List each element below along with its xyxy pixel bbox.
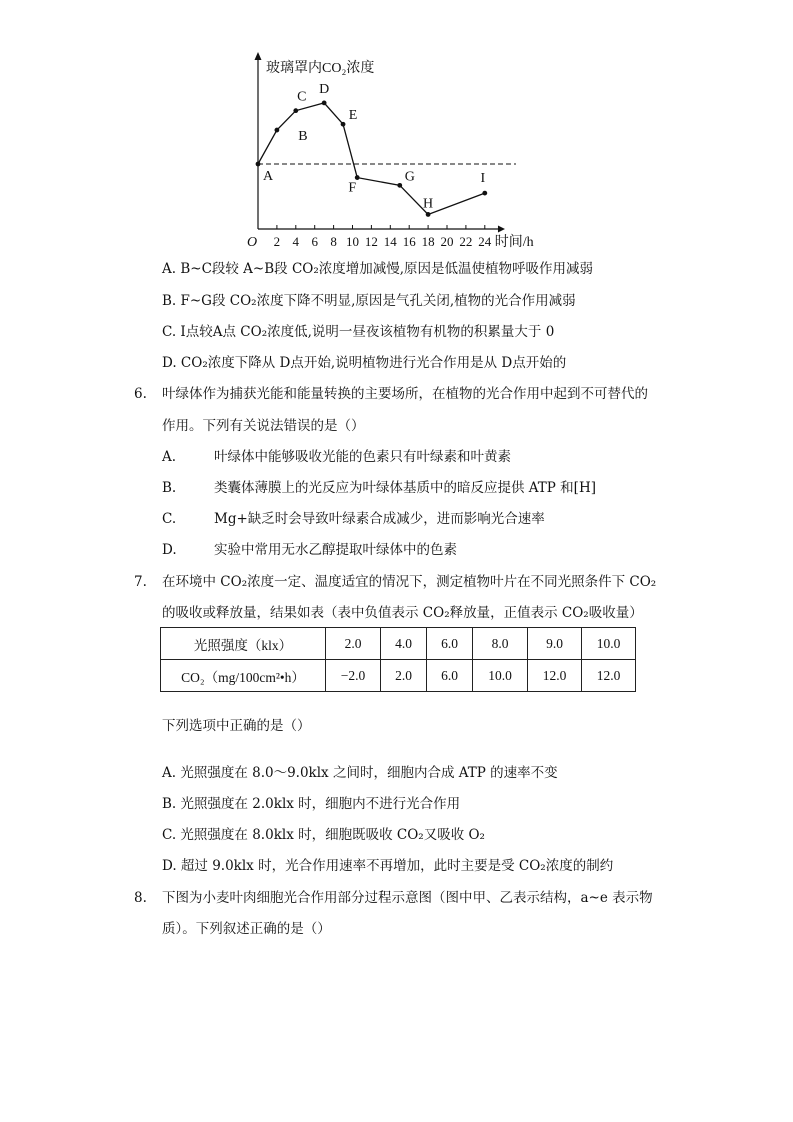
data-point [275, 128, 280, 133]
point-label: E [348, 108, 358, 124]
q6-option-b [162, 479, 596, 497]
table-header-cell: 光照强度（klx） [161, 628, 326, 660]
option-letter: B. [162, 480, 177, 496]
table-cell: 12.0 [528, 660, 582, 692]
data-point [397, 183, 402, 188]
data-point [256, 162, 261, 167]
table-cell: 8.0 [473, 628, 528, 660]
point-label: F [348, 180, 357, 196]
option-letter: C. [162, 511, 177, 527]
x-axis-arrow [498, 226, 505, 233]
x-tick-label: 16 [402, 234, 416, 249]
x-tick-label: 4 [292, 234, 300, 249]
point-label: I [480, 171, 486, 187]
x-tick-label: 6 [311, 234, 318, 249]
q8-stem-line2: 质）。下列叙述正确的是（） [162, 921, 331, 937]
point-label: C [297, 89, 307, 105]
q5-option-a: A. B~C段较 A~B段 CO₂浓度增加减慢,原因是低温使植物呼吸作用减弱 [162, 261, 594, 277]
data-point [482, 191, 487, 196]
light-co2-table [160, 627, 636, 692]
origin-label: O [246, 235, 258, 250]
x-tick-label: 12 [364, 234, 378, 249]
table-cell: 12.0 [582, 660, 636, 692]
point-label: D [319, 81, 330, 97]
y-axis-arrow [255, 52, 262, 60]
option-text: 实验中常用无水乙醇提取叶绿体中的色素 [214, 542, 457, 558]
table-cell: 10.0 [473, 660, 528, 692]
q6-option-a [162, 448, 511, 466]
data-point [341, 122, 346, 127]
q6-number: 6. [134, 386, 147, 402]
data-point [322, 100, 327, 105]
y-axis-label: 玻璃罩内CO₂浓度 [266, 61, 375, 76]
data-point [355, 175, 360, 180]
table-cell: −2.0 [326, 660, 381, 692]
q8-stem-line1: 下图为小麦叶肉细胞光合作用部分过程示意图（图中甲、乙表示结构，a~e 表示物 [162, 890, 653, 906]
option-letter: D. [162, 542, 177, 558]
table-row [161, 660, 636, 692]
option-letter: A. [162, 449, 177, 465]
q8-number: 8. [134, 890, 147, 906]
q7-option-a: A. 光照强度在 8.0～9.0klx 之间时，细胞内合成 ATP 的速率不变 [162, 765, 558, 781]
q7-option-c: C. 光照强度在 8.0klx 时，细胞既吸收 CO₂又吸收 O₂ [162, 827, 485, 843]
option-text: Mg+缺乏时会导致叶绿素合成减少，进而影响光合速率 [214, 511, 545, 527]
q5-option-b: B. F~G段 CO₂浓度下降不明显,原因是气孔关闭,植物的光合作用减弱 [162, 293, 576, 309]
q6-stem-line2: 作用。下列有关说法错误的是（） [162, 418, 365, 434]
data-point [293, 108, 298, 113]
point-label: G [404, 169, 415, 185]
option-text: 叶绿体中能够吸收光能的色素只有叶绿素和叶黄素 [214, 449, 511, 465]
point-label: H [423, 196, 434, 212]
co2-series-line [258, 103, 485, 215]
q7-stem-line1: 在环境中 CO₂浓度一定、温度适宜的情况下，测定植物叶片在不同光照条件下 CO₂ [162, 574, 657, 590]
table-cell: 10.0 [582, 628, 636, 660]
q5-option-c: C. I点较A点 CO₂浓度低,说明一昼夜该植物有机物的积累量大于 0 [162, 324, 555, 340]
table-cell: 2.0 [326, 628, 381, 660]
x-tick-label: 2 [273, 234, 281, 249]
x-tick-label: 14 [383, 234, 397, 249]
table-cell: 2.0 [381, 660, 427, 692]
point-label: A [262, 169, 274, 184]
table-cell: 4.0 [381, 628, 427, 660]
point-label: B [298, 129, 308, 145]
q5-option-d: D. CO₂浓度下降从 D点开始,说明植物进行光合作用是从 D点开始的 [162, 355, 567, 371]
q6-option-d [162, 541, 457, 559]
x-tick-label: 8 [330, 234, 337, 249]
q7-prompt: 下列选项中正确的是（） [162, 718, 311, 734]
table-header-cell: CO₂（mg/100cm²•h） [161, 660, 326, 692]
x-tick-label: 18 [421, 234, 435, 249]
option-text: 类囊体薄膜上的光反应为叶绿体基质中的暗反应提供 ATP 和[H] [214, 480, 596, 496]
q6-stem-line1: 叶绿体作为捕获光能和能量转换的主要场所，在植物的光合作用中起到不可替代的 [162, 386, 648, 402]
x-tick-label: 22 [459, 234, 473, 249]
q7-number: 7. [134, 574, 147, 590]
x-axis-label: 时间/h [494, 235, 534, 250]
table-row [161, 628, 636, 660]
table-cell: 9.0 [528, 628, 582, 660]
table-cell: 6.0 [427, 628, 473, 660]
co2-concentration-chart [0, 0, 793, 260]
q7-stem-line2: 的吸收或释放量，结果如表（表中负值表示 CO₂释放量，正值表示 CO₂吸收量） [162, 605, 643, 621]
data-point [426, 212, 431, 217]
x-tick-label: 20 [440, 234, 454, 249]
x-tick-label: 24 [478, 234, 492, 249]
q7-option-d: D. 超过 9.0klx 时，光合作用速率不再增加，此时主要是受 CO₂浓度的制约 [162, 858, 614, 874]
table-cell: 6.0 [427, 660, 473, 692]
x-tick-label: 10 [346, 234, 359, 249]
q7-option-b: B. 光照强度在 2.0klx 时，细胞内不进行光合作用 [162, 796, 461, 812]
q6-option-c [162, 510, 545, 528]
